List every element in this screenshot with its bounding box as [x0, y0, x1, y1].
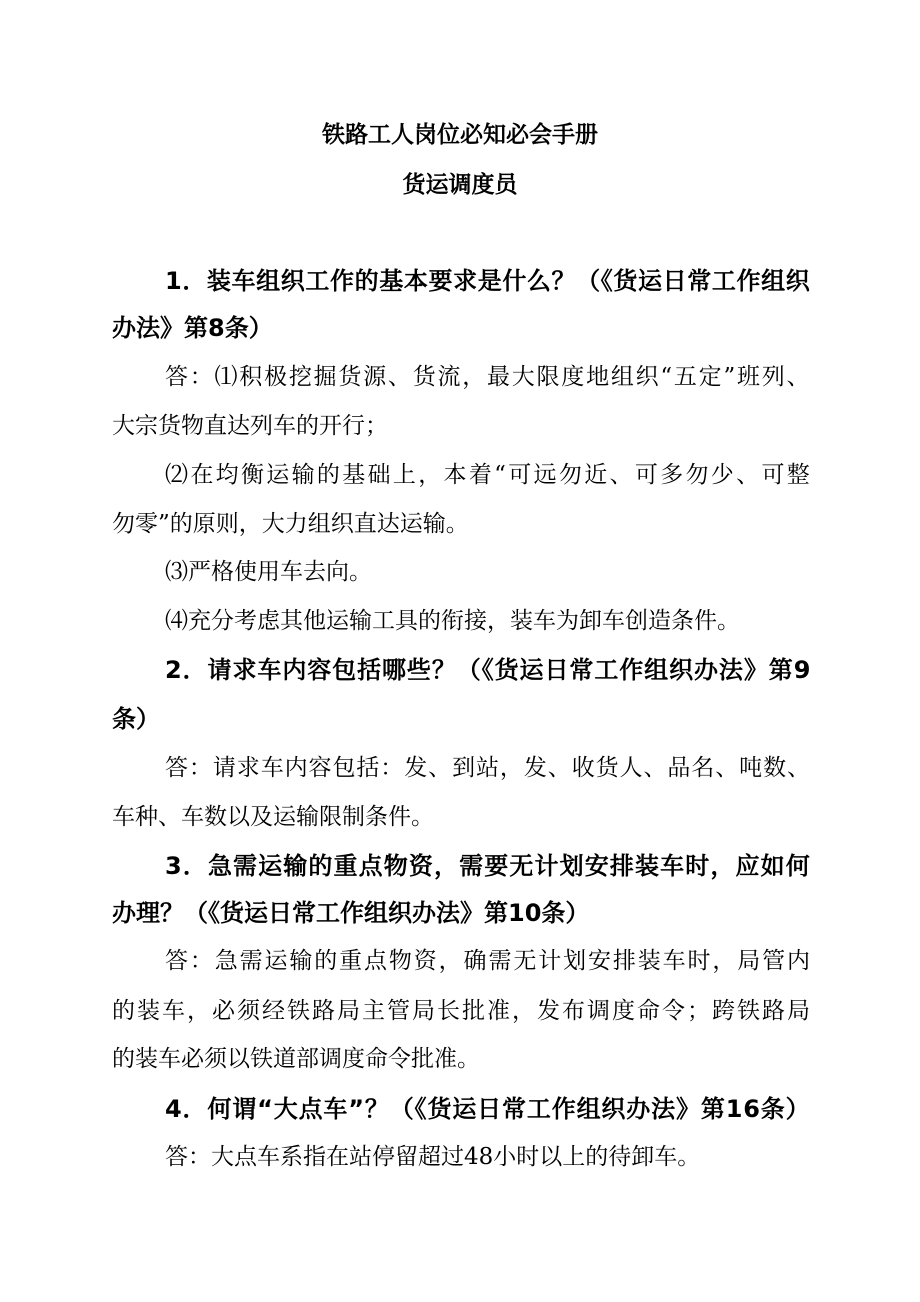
a1-line-3: ⑵在均衡运输的基础上，本着“可远勿近、可多勿少、可整 [165, 462, 813, 488]
a1-line-4: 勿零”的原则，大力组织直达运输。 [112, 511, 469, 537]
q2-line-2: 条） [112, 705, 160, 733]
a3-line-1: 答：急需运输的重点物资，确需无计划安排装车时，局管内 [165, 948, 812, 974]
q1-line-2: 办法》第8条） [112, 314, 273, 342]
a3-line-3: 的装车必须以铁道部调度命令批准。 [112, 1046, 480, 1072]
a2-line-2: 车种、车数以及运输限制条件。 [112, 804, 434, 830]
a2-line-1: 答：请求车内容包括：发、到站，发、收货人、品名、吨数、 [165, 755, 811, 781]
a1-line-2: 大宗货物直达列车的开行； [112, 413, 388, 439]
q2-line-1: 2．请求车内容包括哪些？（《货运日常工作组织办法》第9 [165, 656, 812, 684]
q3-line-2: 办理？（《货运日常工作组织办法》第10条） [112, 899, 590, 927]
a4-line-1: 答：大点车系指在站停留超过48小时以上的待卸车。 [165, 1144, 701, 1170]
a3-line-2: 的装车，必须经铁路局主管局长批准，发布调度命令；跨铁路局 [112, 998, 812, 1024]
q3-line-1: 3．急需运输的重点物资，需要无计划安排装车时，应如何 [165, 852, 811, 880]
document-subtitle: 货运调度员 [402, 172, 518, 198]
a1-line-6: ⑷充分考虑其他运输工具的衔接，装车为卸车创造条件。 [165, 608, 740, 634]
a1-line-1: 答：⑴积极挖掘货源、货流，最大限度地组织“五定”班列、 [165, 364, 812, 390]
q1-line-1: 1．装车组织工作的基本要求是什么？（《货运日常工作组织 [165, 267, 811, 295]
document-title: 铁路工人岗位必知必会手册 [322, 122, 598, 148]
q4-line-1: 4．何谓“大点车”？（《货运日常工作组织办法》第16条） [165, 1095, 811, 1123]
a1-line-5: ⑶严格使用车去向。 [165, 559, 372, 585]
